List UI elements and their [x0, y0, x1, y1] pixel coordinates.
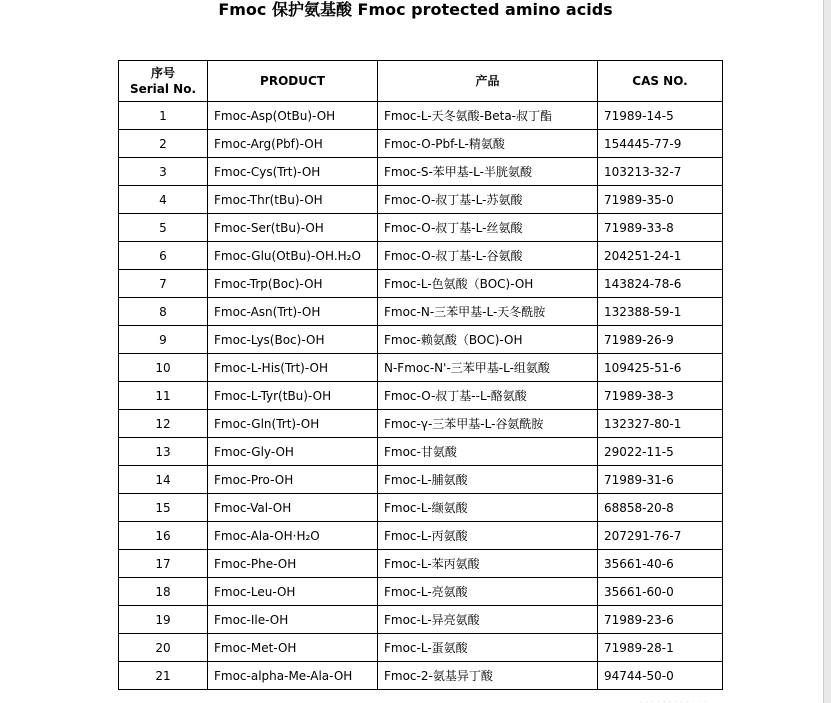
serial-cell: 14 [119, 466, 208, 494]
header-serial-en: Serial No. [129, 82, 197, 96]
table-row [119, 158, 723, 186]
product-cn-cell: Fmoc-L-蛋氨酸 [378, 634, 598, 662]
product-cell: Fmoc-Asp(OtBu)-OH [208, 102, 378, 130]
table-row [119, 634, 723, 662]
table-row [119, 662, 723, 690]
table-row [119, 382, 723, 410]
cas-cell: 154445-77-9 [598, 130, 723, 158]
document-title: Fmoc 保护氨基酸 Fmoc protected amino acids [218, 0, 613, 19]
serial-cell: 5 [119, 214, 208, 242]
table-row [119, 550, 723, 578]
cas-cell: 71989-23-6 [598, 606, 723, 634]
serial-cell: 4 [119, 186, 208, 214]
product-cell: Fmoc-Val-OH [208, 494, 378, 522]
product-cn-cell: Fmoc-O-叔丁基-L-谷氨酸 [378, 242, 598, 270]
product-cell: Fmoc-Met-OH [208, 634, 378, 662]
serial-cell: 3 [119, 158, 208, 186]
product-cn-cell: Fmoc-L-天冬氨酸-Beta-叔丁酯 [378, 102, 598, 130]
product-cn-cell: Fmoc-L-异亮氨酸 [378, 606, 598, 634]
header-product-cn: 产品 [378, 61, 598, 102]
serial-cell: 1 [119, 102, 208, 130]
product-cell: Fmoc-Asn(Trt)-OH [208, 298, 378, 326]
serial-cell: 20 [119, 634, 208, 662]
serial-cell: 10 [119, 354, 208, 382]
product-cn-cell: Fmoc-甘氨酸 [378, 438, 598, 466]
product-cell: Fmoc-Trp(Boc)-OH [208, 270, 378, 298]
header-cas: CAS NO. [598, 61, 723, 102]
header-product: PRODUCT [208, 61, 378, 102]
serial-cell: 16 [119, 522, 208, 550]
serial-cell: 2 [119, 130, 208, 158]
product-cell: Fmoc-Gly-OH [208, 438, 378, 466]
product-cn-cell: Fmoc-O-Pbf-L-精氨酸 [378, 130, 598, 158]
product-cn-cell: Fmoc-L-苯丙氨酸 [378, 550, 598, 578]
product-cn-cell: Fmoc-S-苯甲基-L-半胱氨酸 [378, 158, 598, 186]
serial-cell: 12 [119, 410, 208, 438]
cas-cell: 71989-33-8 [598, 214, 723, 242]
table-row [119, 466, 723, 494]
table-row [119, 270, 723, 298]
cas-cell: 132388-59-1 [598, 298, 723, 326]
table-row [119, 130, 723, 158]
product-cell: Fmoc-Pro-OH [208, 466, 378, 494]
product-cell: Fmoc-alpha-Me-Ala-OH [208, 662, 378, 690]
product-cell: Fmoc-Gln(Trt)-OH [208, 410, 378, 438]
cas-cell: 103213-32-7 [598, 158, 723, 186]
product-cn-cell: Fmoc-O-叔丁基--L-酪氨酸 [378, 382, 598, 410]
product-cn-cell: Fmoc-L-色氨酸（BOC)-OH [378, 270, 598, 298]
table-row [119, 242, 723, 270]
table-header-row [119, 61, 723, 102]
cas-cell: 71989-28-1 [598, 634, 723, 662]
cas-cell: 143824-78-6 [598, 270, 723, 298]
table-row [119, 606, 723, 634]
cas-cell: 71989-31-6 [598, 466, 723, 494]
cas-cell: 94744-50-0 [598, 662, 723, 690]
header-serial [119, 61, 208, 102]
product-cn-cell: N-Fmoc-N'-三苯甲基-L-组氨酸 [378, 354, 598, 382]
product-cell: Fmoc-Lys(Boc)-OH [208, 326, 378, 354]
product-cell: Fmoc-Ser(tBu)-OH [208, 214, 378, 242]
cas-cell: 35661-60-0 [598, 578, 723, 606]
product-cn-cell: Fmoc-赖氨酸（BOC)-OH [378, 326, 598, 354]
table-row [119, 578, 723, 606]
cas-cell: 68858-20-8 [598, 494, 723, 522]
header-serial-cn: 序号 [150, 66, 175, 80]
product-cn-cell: Fmoc-L-亮氨酸 [378, 578, 598, 606]
serial-cell: 17 [119, 550, 208, 578]
cas-cell: 35661-40-6 [598, 550, 723, 578]
table-row [119, 410, 723, 438]
table-row [119, 494, 723, 522]
table-row [119, 102, 723, 130]
serial-cell: 13 [119, 438, 208, 466]
product-cn-cell: Fmoc-2-氨基异丁酸 [378, 662, 598, 690]
cas-cell: 71989-38-3 [598, 382, 723, 410]
serial-cell: 11 [119, 382, 208, 410]
table-row [119, 438, 723, 466]
product-cn-cell: Fmoc-γ-三苯甲基-L-谷氨酰胺 [378, 410, 598, 438]
product-cn-cell: Fmoc-N-三苯甲基-L-天冬酰胺 [378, 298, 598, 326]
table-row [119, 522, 723, 550]
product-cell: Fmoc-Ala-OH·H₂O [208, 522, 378, 550]
table-row [119, 186, 723, 214]
page-edge [823, 0, 831, 703]
cas-cell: 204251-24-1 [598, 242, 723, 270]
product-cell: Fmoc-Ile-OH [208, 606, 378, 634]
amino-acid-table-container [118, 60, 723, 690]
serial-cell: 15 [119, 494, 208, 522]
product-cn-cell: Fmoc-L-丙氨酸 [378, 522, 598, 550]
serial-cell: 8 [119, 298, 208, 326]
serial-cell: 7 [119, 270, 208, 298]
serial-cell: 21 [119, 662, 208, 690]
product-cell: Fmoc-L-Tyr(tBu)-OH [208, 382, 378, 410]
product-cell: Fmoc-Leu-OH [208, 578, 378, 606]
serial-cell: 18 [119, 578, 208, 606]
cas-cell: 207291-76-7 [598, 522, 723, 550]
cas-cell: 71989-26-9 [598, 326, 723, 354]
product-cn-cell: Fmoc-O-叔丁基-L-苏氨酸 [378, 186, 598, 214]
table-body [119, 102, 723, 690]
product-cn-cell: Fmoc-L-缬氨酸 [378, 494, 598, 522]
serial-cell: 19 [119, 606, 208, 634]
table-row [119, 354, 723, 382]
product-cell: Fmoc-Cys(Trt)-OH [208, 158, 378, 186]
cas-cell: 109425-51-6 [598, 354, 723, 382]
cas-cell: 71989-35-0 [598, 186, 723, 214]
product-cell: Fmoc-Arg(Pbf)-OH [208, 130, 378, 158]
cas-cell: 71989-14-5 [598, 102, 723, 130]
amino-acid-table [118, 60, 723, 690]
table-row [119, 298, 723, 326]
product-cn-cell: Fmoc-O-叔丁基-L-丝氨酸 [378, 214, 598, 242]
serial-cell: 6 [119, 242, 208, 270]
product-cell: Fmoc-L-His(Trt)-OH [208, 354, 378, 382]
cas-cell: 29022-11-5 [598, 438, 723, 466]
product-cell: Fmoc-Glu(OtBu)-OH.H₂O [208, 242, 378, 270]
footer-marks: · · · · · · · · · · · · [640, 699, 707, 703]
product-cell: Fmoc-Phe-OH [208, 550, 378, 578]
product-cell: Fmoc-Thr(tBu)-OH [208, 186, 378, 214]
serial-cell: 9 [119, 326, 208, 354]
product-cn-cell: Fmoc-L-脯氨酸 [378, 466, 598, 494]
cas-cell: 132327-80-1 [598, 410, 723, 438]
table-row [119, 214, 723, 242]
table-row [119, 326, 723, 354]
